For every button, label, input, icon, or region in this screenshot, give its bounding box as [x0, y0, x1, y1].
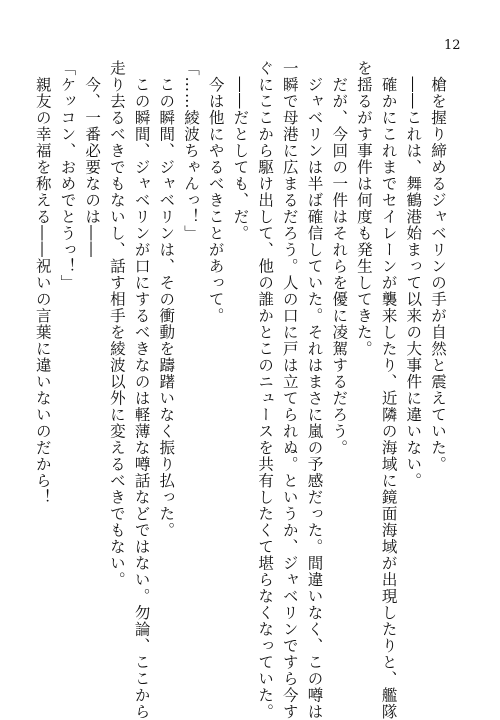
text-line: 「……綾波ちゃんっ！」 [181, 60, 200, 242]
vertical-text-body [30, 60, 450, 720]
text-line: この瞬間、ジャベリンは、その衝動を躊躇いなく振り払った。 [157, 60, 176, 539]
text-line: ジャベリンは半ば確信していた。それはまさに嵐の予感だった。間違いなく、この噂は [305, 60, 324, 720]
text-line: ――これは、舞鶴港始まって以来の大事件に違いない。 [404, 60, 423, 489]
text-line: 確かにこれまでセイレーンが襲来したり、近隣の海域に鏡面海域が出現したりと、艦隊 [379, 60, 398, 720]
text-line: 親友の幸福を称える――祝いの言葉に違いないのだから！ [33, 60, 52, 506]
text-line: ぐにここから駆け出して、他の誰かとこのニュースを共有したくて堪らなくなっていた。 [256, 60, 275, 720]
page-number: 12 [444, 38, 461, 53]
text-line: 槍を握り締めるジャベリンの手が自然と震えていた。 [429, 60, 447, 473]
text-line: を揺るがす事件は何度も発生してきた。 [354, 60, 373, 357]
text-line: ――だとしても、だ。 [231, 60, 250, 242]
text-line: 一瞬で母港に広まるだろう。人の口に戸は立てられぬ。というか、ジャベリンですら今す [280, 60, 299, 720]
text-line: 今は他にやるべきことがあって。 [206, 60, 225, 324]
text-line: だが、今回の一件はそれらを優に凌駕するだろう。 [330, 60, 349, 456]
text-line: 今、一番必要なのは―― [83, 60, 102, 258]
text-line: この瞬間、ジャベリンが口にするべきなのは軽薄な噂話などではない。勿論、ここから [132, 60, 151, 720]
text-line: 「ケッコン、おめでとうっ！」 [58, 60, 77, 291]
text-line: 走り去るべきでもないし、話す相手を綾波以外に変えるべきでもない。 [107, 60, 126, 588]
